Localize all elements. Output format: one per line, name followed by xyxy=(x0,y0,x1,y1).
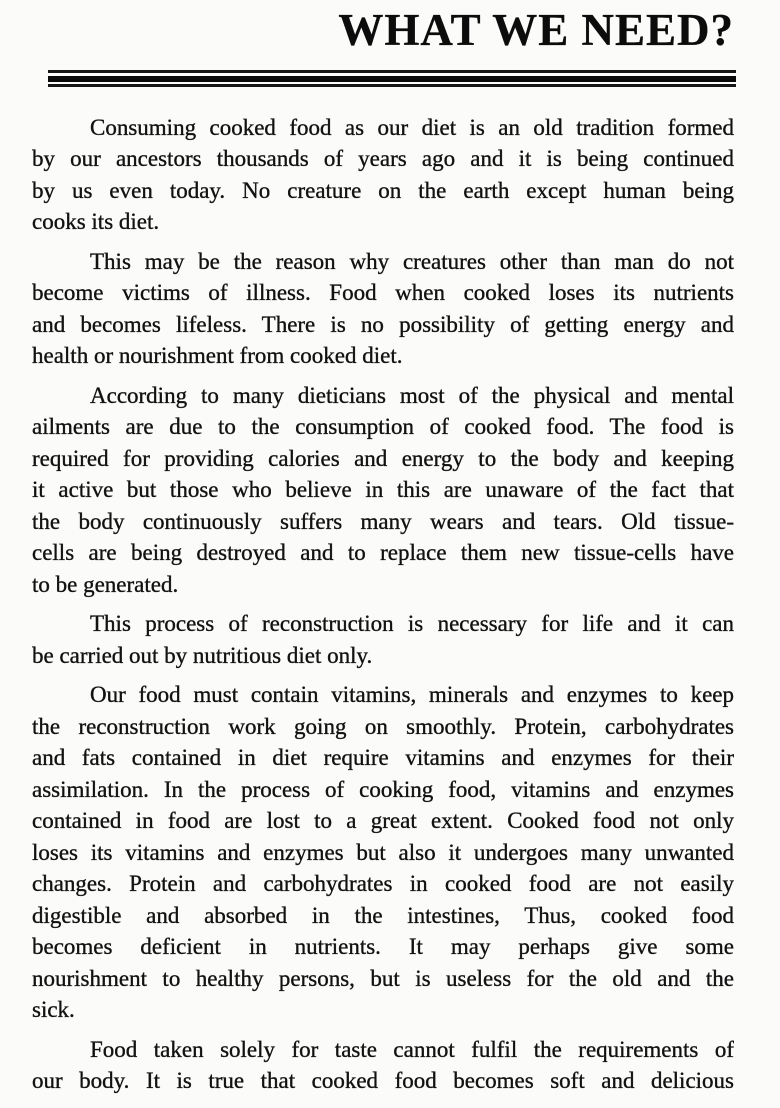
text-line: digestible and absorbed in the intestines, Thus, cooked food xyxy=(32,902,734,928)
text-line: According to many dieticians most of the physical and mental xyxy=(90,382,734,408)
page-title: WHAT WE NEED? xyxy=(338,5,734,55)
text-line: This process of reconstruction is necessary for life and it can xyxy=(90,611,734,636)
text-line: sick. xyxy=(32,997,75,1022)
text-line: nourishment to healthy persons, but is useless for the old and the xyxy=(32,965,734,991)
paragraph xyxy=(32,112,734,238)
text-line: health or nourishment from cooked diet. xyxy=(32,343,403,368)
text-line: loses its vitamins and enzymes but also it undergoes many unwanted xyxy=(32,839,734,865)
paragraph xyxy=(32,679,734,1026)
text-line: the body continuously suffers many wears and tears. Old tissue- xyxy=(32,508,734,534)
text-line: it active but those who believe in this are unaware of the fact that xyxy=(32,477,734,502)
divider-line-bottom xyxy=(48,84,736,87)
text-line: Consuming cooked food as our diet is an old tradition formed xyxy=(90,114,734,140)
text-line: changes. Protein and carbohydrates in cooked food are not easily xyxy=(32,871,734,896)
divider-line-top xyxy=(48,70,736,73)
text-line: ailments are due to the consumption of cooked food. The food is xyxy=(32,414,734,439)
paragraph xyxy=(32,380,734,601)
text-line: become victims of illness. Food when cooked loses its nutrients xyxy=(32,280,734,305)
text-line: by us even today. No creature on the earth except human being xyxy=(32,177,734,203)
text-line: and becomes lifeless. There is no possibility of getting energy and xyxy=(32,311,734,337)
text-line: Our food must contain vitamins, minerals and enzymes to keep xyxy=(90,682,734,707)
text-line: by our ancestors thousands of years ago and it is being continued xyxy=(32,146,734,171)
title-divider xyxy=(48,70,736,87)
text-line: contained in food are lost to a great extent. Cooked food not only xyxy=(32,808,734,833)
text-line: be carried out by nutritious diet only. xyxy=(32,642,373,668)
text-line: becomes deficient in nutrients. It may perhaps give some xyxy=(32,934,734,959)
paragraph xyxy=(32,1034,734,1097)
text-line: Food taken solely for taste cannot fulfil the requirements of xyxy=(90,1036,734,1062)
article-body xyxy=(32,112,734,1097)
text-line: our body. It is true that cooked food becomes soft and delicious xyxy=(32,1068,734,1093)
text-line: required for providing calories and energy to the body and keeping xyxy=(32,445,734,471)
text-line: assimilation. In the process of cooking food, vitamins and enzymes xyxy=(32,776,734,802)
text-line: cells are being destroyed and to replace them new tissue-cells have xyxy=(32,540,734,565)
divider-line-middle xyxy=(48,76,736,82)
paragraph xyxy=(32,608,734,671)
text-line: and fats contained in diet require vitamins and enzymes for their xyxy=(32,745,734,770)
text-line: to be generated. xyxy=(32,571,179,597)
text-line: This may be the reason why creatures other than man do not xyxy=(90,248,734,274)
paragraph xyxy=(32,246,734,372)
text-line: cooks its diet. xyxy=(32,209,160,234)
text-line: the reconstruction work going on smoothly. Protein, carbohydrates xyxy=(32,713,734,739)
